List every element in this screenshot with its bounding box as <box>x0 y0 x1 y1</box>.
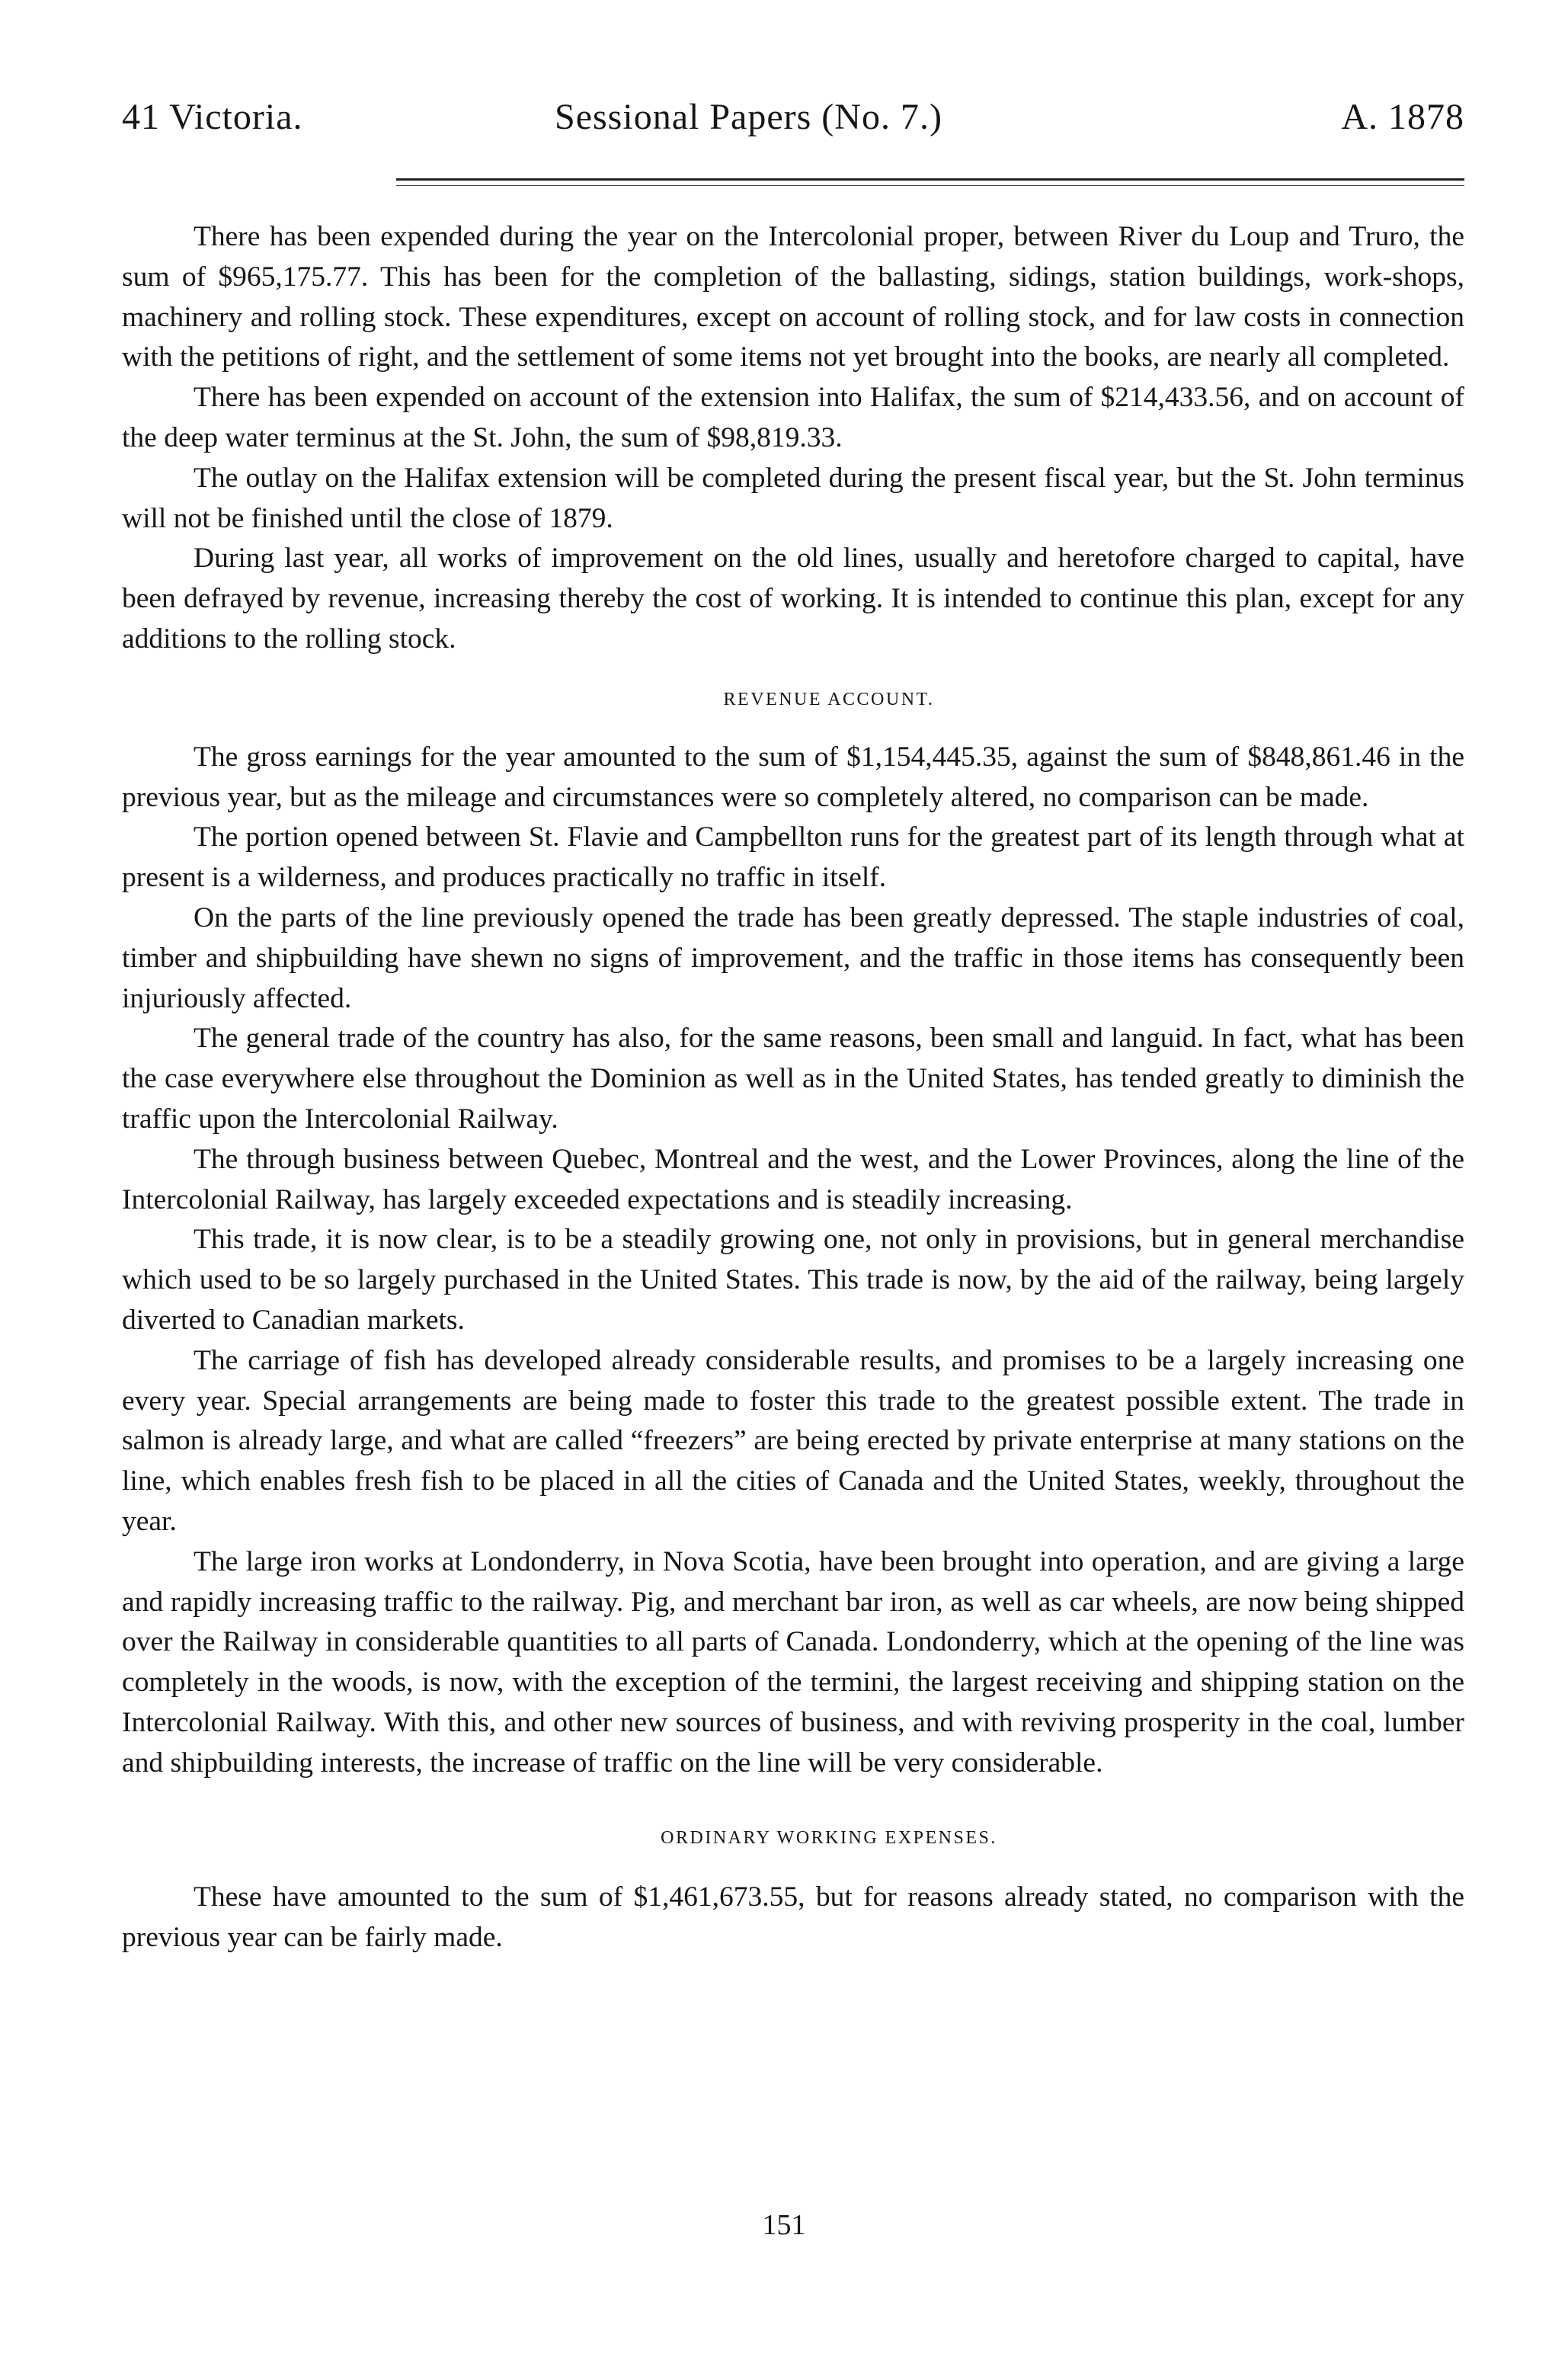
paragraph: There has been expended on account of the extension into Halifax, the sum of $214,433.56, and on account of the deep water terminus at the St. John, the sum of $98,819.33. <box>122 382 1464 453</box>
paragraph: The large iron works at Londonderry, in Nova Scotia, have been brought into operation, and are giving a large and rapidly increasing traffic to the railway. Pig, and merchant bar iron, as well as car wheels, are now being shipped over the Railway in considerable quantities to all parts of Canada. Londonderry, which at the opening of the line was completely in the woods, is now, with the exception of the termini, the largest receiving and shipping station on the Intercolonial Railway. With this, and other new sources of business, and with reviving prosperity in the coal, lumber and shipbuilding interests, the increase of traffic on the line will be very considerable. <box>122 1545 1464 1779</box>
paragraph: This trade, it is now clear, is to be a steadily growing one, not only in provisions, but in general merchandise which used to be so largely purchased in the United States. This trade is now, by the aid of the railway, being largely diverted to Canadian markets. <box>122 1224 1464 1336</box>
header-rule-thin <box>396 185 1464 186</box>
paragraph: These have amounted to the sum of $1,461,673.55, but for reasons already stated, no comparison with the previous year can be fairly made. <box>122 1881 1464 1954</box>
paragraph: The gross earnings for the year amounted to the sum of $1,154,445.35, against the sum of $848,861.46 in the previous year, but as the mileage and circumstances were so completely altered, no comparison can be made. <box>122 741 1464 813</box>
paragraph: The portion opened between St. Flavie and Campbellton runs for the greatest part of its length through what at present is a wilderness, and produces practically no traffic in itself. <box>122 821 1464 894</box>
paragraph: The outlay on the Halifax extension will be completed during the present fiscal year, but the St. John terminus will not be finished until the close of 1879. <box>122 462 1464 534</box>
header-year: A. 1878 <box>1341 97 1464 137</box>
header-volume: 41 Victoria. <box>122 97 303 137</box>
paragraph: On the parts of the line previously opened the trade has been greatly depressed. The staple industries of coal, timber and shipbuilding have shewn no signs of improvement, and the traffic in those items has consequently been injuriously affected. <box>122 901 1464 1014</box>
paragraph: During last year, all works of improvement on the old lines, usually and heretofore charged to capital, have been defrayed by revenue, increasing thereby the cost of working. It is intended to continue this plan, except for any additions to the rolling stock. <box>122 543 1464 655</box>
paragraph: There has been expended during the year on the Intercolonial proper, between River du Loup and Truro, the sum of $965,175.77. This has been for the completion of the ballasting, sidings, station buildings, work-shops, machinery and rolling stock. These expenditures, except on account of rolling stock, and for law costs in connection with the petitions of right, and the settlement of some items not yet brought into the books, are nearly all completed. <box>122 221 1464 373</box>
header-rule <box>396 178 1464 181</box>
paragraph: The general trade of the country has also, for the same reasons, been small and languid. In fact, what has been the case everywhere else throughout the Dominion as well as in the United States, has tended greatly to diminish the traffic upon the Intercolonial Railway. <box>122 1023 1464 1135</box>
section-heading-expenses: ORDINARY WORKING EXPENSES. <box>661 1828 997 1849</box>
body-text <box>122 217 1464 1958</box>
paragraph: The through business between Quebec, Montreal and the west, and the Lower Provinces, along the line of the Intercolonial Railway, has largely exceeded expectations and is steadily increasing. <box>122 1143 1464 1215</box>
header-title: Sessional Papers (No. 7.) <box>555 97 942 137</box>
section-heading-revenue: REVENUE ACCOUNT. <box>723 689 935 709</box>
paragraph: The carriage of fish has developed already considerable results, and promises to be a largely increasing one every year. Special arrangements are being made to foster this trade to the greatest possible extent. The trade in salmon is already large, and what are called “freezers” are being erected by private enterprise at many stations on the line, which enables fresh fish to be placed in all the cities of Canada and the United States, weekly, throughout the year. <box>122 1344 1464 1537</box>
running-header <box>122 96 1464 157</box>
page-number: 151 <box>762 2209 806 2241</box>
